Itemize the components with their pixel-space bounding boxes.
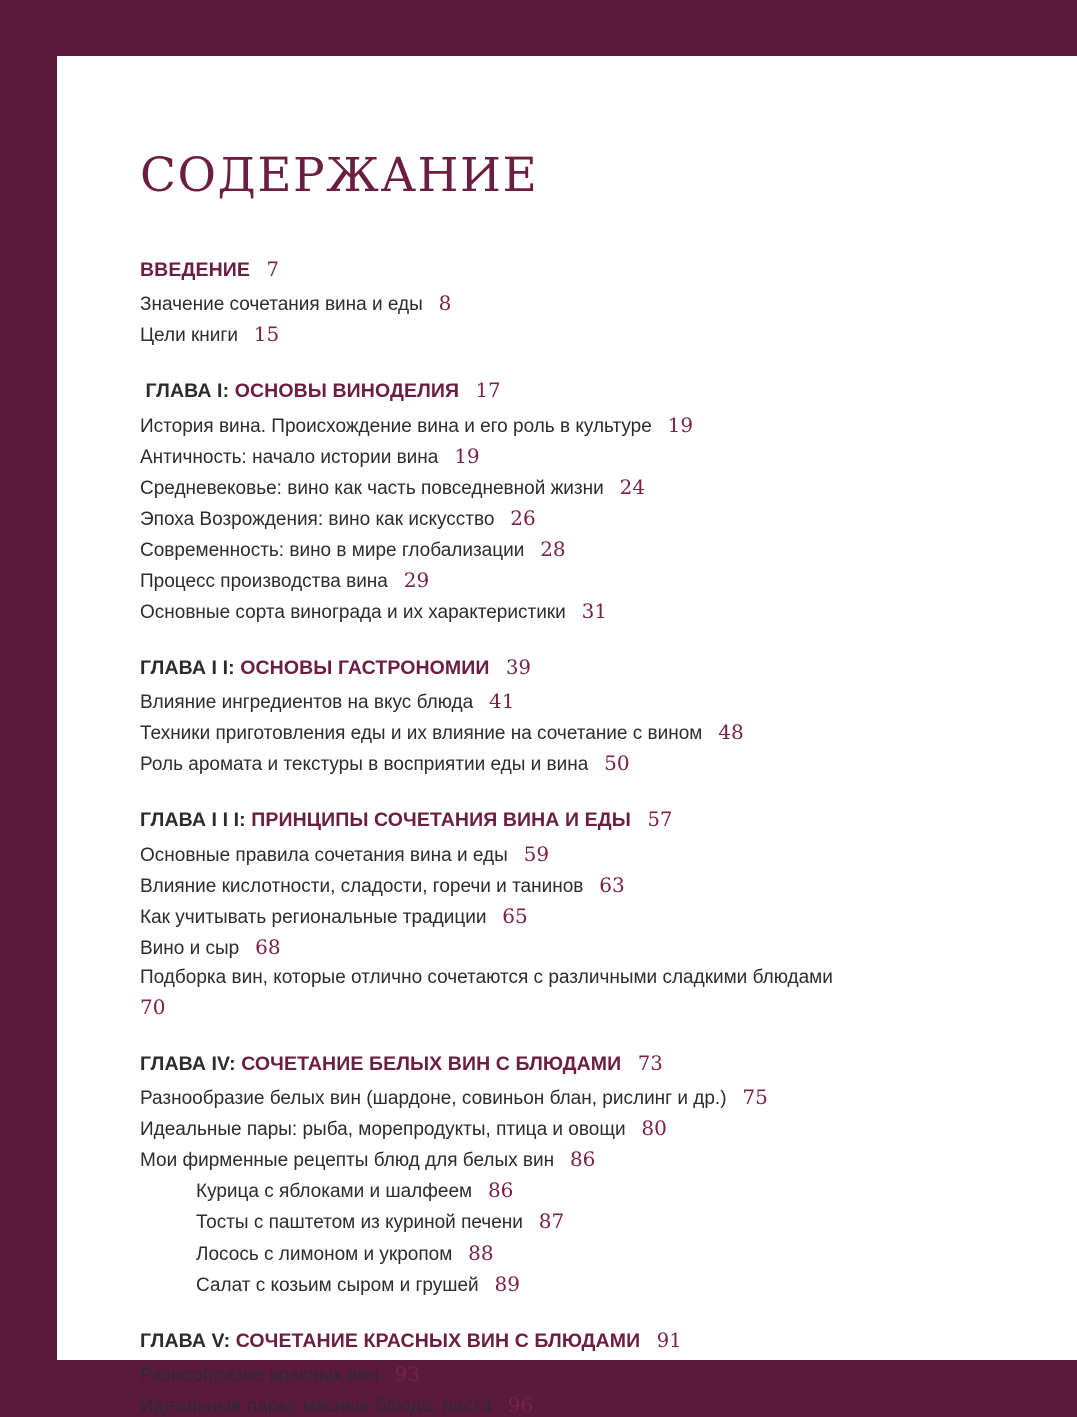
toc-section-title: ПРИНЦИПЫ СОЧЕТАНИЯ ВИНА И ЕДЫ [251, 809, 631, 832]
toc-entry-page-number: 96 [507, 1392, 534, 1417]
toc-entry-label: Как учитывать региональные традиции [140, 906, 487, 928]
toc-section-title: ВВЕДЕНИЕ [140, 259, 250, 281]
toc-entry-label: Лосось с лимоном и укропом [196, 1243, 453, 1265]
toc-section-page-number: 91 [656, 1328, 682, 1352]
toc-entry-label: Вино и сыр [140, 937, 240, 959]
toc-entry[interactable] [140, 1082, 1000, 1113]
toc-entry-page-number: 19 [667, 412, 694, 437]
toc-section-title: ОСНОВЫ ВИНОДЕЛИЯ [234, 380, 460, 403]
toc-entry[interactable] [140, 870, 1000, 901]
toc-entry[interactable] [140, 1359, 1000, 1390]
toc-entry-label: Средневековье: вино как часть повседневной жизни [140, 477, 604, 499]
toc-entry-page-number: 89 [494, 1271, 520, 1296]
page-title: СОДЕРЖАНИЕ [140, 148, 539, 203]
toc-group [140, 653, 1000, 779]
decorative-border-left [0, 0, 57, 1417]
toc-entry-page-number: 86 [487, 1178, 514, 1203]
toc-section-title: СОЧЕТАНИЕ КРАСНЫХ ВИН С БЛЮДАМИ [235, 1329, 641, 1352]
toc-entry-label: Современность: вино в мире глобализации [140, 539, 525, 561]
toc-entry-page-number: 93 [394, 1361, 421, 1386]
toc-entry[interactable] [140, 565, 1000, 596]
toc-entry-page-number: 59 [523, 841, 550, 866]
toc-entry[interactable] [140, 410, 1000, 441]
toc-entry-label: Курица с яблоками и шалфеем [196, 1181, 473, 1203]
toc-entry-page-number: 24 [619, 474, 646, 499]
toc-entry[interactable] [140, 1113, 1000, 1144]
toc-section-page-number: 57 [647, 808, 673, 832]
toc-entry-page-number: 28 [540, 536, 566, 561]
toc-entry-page-number: 48 [718, 720, 744, 745]
toc-entry[interactable] [140, 319, 1000, 350]
toc-entry-label: Идеальные пары: мясные блюда, паста [140, 1395, 492, 1417]
toc-entry-page-number: 31 [581, 598, 608, 623]
toc-entry-page-number: 8 [438, 291, 452, 316]
toc-section-page-number: 17 [475, 379, 501, 403]
toc-entry[interactable] [140, 901, 1000, 932]
toc-entry[interactable] [140, 503, 1000, 534]
toc-section-page-number: 73 [637, 1052, 663, 1075]
toc-entry[interactable] [140, 472, 1000, 503]
toc-entry-label: Подборка вин, которые отлично сочетаются с различными сладкими блюдами [140, 966, 833, 988]
toc-entry-page-number: 15 [253, 322, 280, 347]
toc-groups [140, 255, 1000, 1417]
toc-entry-label: Влияние кислотности, сладости, горечи и танинов [140, 875, 584, 897]
toc-section-heading[interactable] [140, 255, 1000, 285]
toc-entry[interactable] [140, 686, 1000, 717]
toc-section-heading[interactable] [140, 376, 1000, 406]
toc-section-page-number: 7 [266, 258, 280, 281]
toc-entry-label: Значение сочетания вина и еды [140, 294, 423, 316]
toc-section-prefix: ГЛАВА IV: [140, 1053, 242, 1075]
toc-entry-page-number: 41 [489, 689, 515, 714]
toc-entry-label: Тосты с паштетом из куриной печени [196, 1212, 523, 1234]
toc-entry-page-number: 68 [255, 934, 281, 959]
toc-entry-page-number: 50 [604, 751, 630, 776]
toc-section-prefix: ГЛАВА I I: [140, 657, 241, 679]
table-of-contents [140, 148, 1000, 1417]
toc-entry-page-number: 63 [599, 872, 625, 897]
toc-section-heading[interactable] [140, 1049, 1000, 1079]
toc-entry[interactable] [140, 932, 1000, 963]
toc-entry[interactable] [140, 288, 1000, 319]
toc-entry-label: Античность: начало истории вина [140, 446, 439, 468]
toc-section-prefix: ГЛАВА I I I: [140, 809, 252, 832]
toc-entry-page-number: 87 [538, 1209, 565, 1234]
toc-entry-page-number: 80 [641, 1116, 667, 1141]
toc-entry-label: Эпоха Возрождения: вино как искусство [140, 508, 495, 530]
toc-entry-label: Цели книги [140, 325, 238, 347]
toc-group [140, 255, 1000, 350]
toc-entry[interactable] [140, 441, 1000, 472]
toc-section-heading[interactable] [140, 653, 1000, 683]
toc-entry[interactable] [140, 1238, 1000, 1269]
toc-group [140, 1049, 1000, 1300]
toc-entry-label: Основные сорта винограда и их характеристики [140, 601, 566, 623]
toc-entry-page-number: 19 [454, 443, 480, 468]
toc-entry[interactable] [140, 963, 840, 1023]
toc-entry[interactable] [140, 839, 1000, 870]
toc-section-title: ОСНОВЫ ГАСТРОНОМИИ [240, 657, 490, 679]
decorative-border-top [0, 0, 1077, 56]
toc-entry[interactable] [140, 1269, 1000, 1300]
toc-entry-label: Идеальные пары: рыба, морепродукты, птица и овощи [140, 1119, 626, 1141]
toc-section-page-number: 39 [506, 656, 532, 679]
toc-entry-label: Разнообразие красных вин [140, 1364, 379, 1386]
toc-entry-page-number: 29 [403, 567, 430, 592]
toc-entry[interactable] [140, 1206, 1000, 1237]
toc-entry[interactable] [140, 1175, 1000, 1206]
toc-entry-label: Влияние ингредиентов на вкус блюда [140, 692, 474, 714]
toc-entry-label: Разнообразие белых вин (шардоне, совиньон блан, рислинг и др.) [140, 1088, 727, 1110]
toc-entry[interactable] [140, 1144, 1000, 1175]
toc-group [140, 376, 1000, 627]
toc-entry-label: Основные правила сочетания вина и еды [140, 844, 508, 866]
toc-entry[interactable] [140, 596, 1000, 627]
toc-entry[interactable] [140, 717, 1000, 748]
toc-section-heading[interactable] [140, 805, 1000, 835]
page-sheet [57, 56, 1077, 1417]
toc-entry-label: Процесс производства вина [140, 570, 388, 592]
toc-entry-label: Роль аромата и текстуры в восприятии еды и вина [140, 754, 589, 776]
toc-entry-label: Техники приготовления еды и их влияние на сочетание с вином [140, 723, 703, 745]
toc-group [140, 1326, 1000, 1417]
toc-entry-page-number: 65 [502, 903, 528, 928]
toc-section-heading[interactable] [140, 1326, 1000, 1356]
toc-entry-page-number: 86 [569, 1147, 596, 1172]
toc-entry-page-number: 70 [140, 994, 166, 1019]
toc-entry[interactable] [140, 748, 1000, 779]
toc-entry-label: История вина. Происхождение вина и его роль в культуре [140, 415, 652, 437]
toc-entry-label: Салат с козьим сыром и грушей [196, 1274, 479, 1296]
toc-section-prefix: ГЛАВА V: [140, 1329, 236, 1352]
toc-entry[interactable] [140, 1390, 1000, 1417]
toc-entry[interactable] [140, 534, 1000, 565]
toc-entry-page-number: 75 [742, 1085, 768, 1110]
toc-entry-page-number: 26 [510, 505, 536, 530]
toc-section-title: СОЧЕТАНИЕ БЕЛЫХ ВИН С БЛЮДАМИ [241, 1053, 622, 1075]
toc-entry-label: Мои фирменные рецепты блюд для белых вин [140, 1150, 555, 1172]
toc-entry-page-number: 88 [468, 1240, 494, 1265]
toc-section-prefix: ГЛАВА I: [140, 380, 235, 403]
toc-group [140, 805, 1000, 1023]
